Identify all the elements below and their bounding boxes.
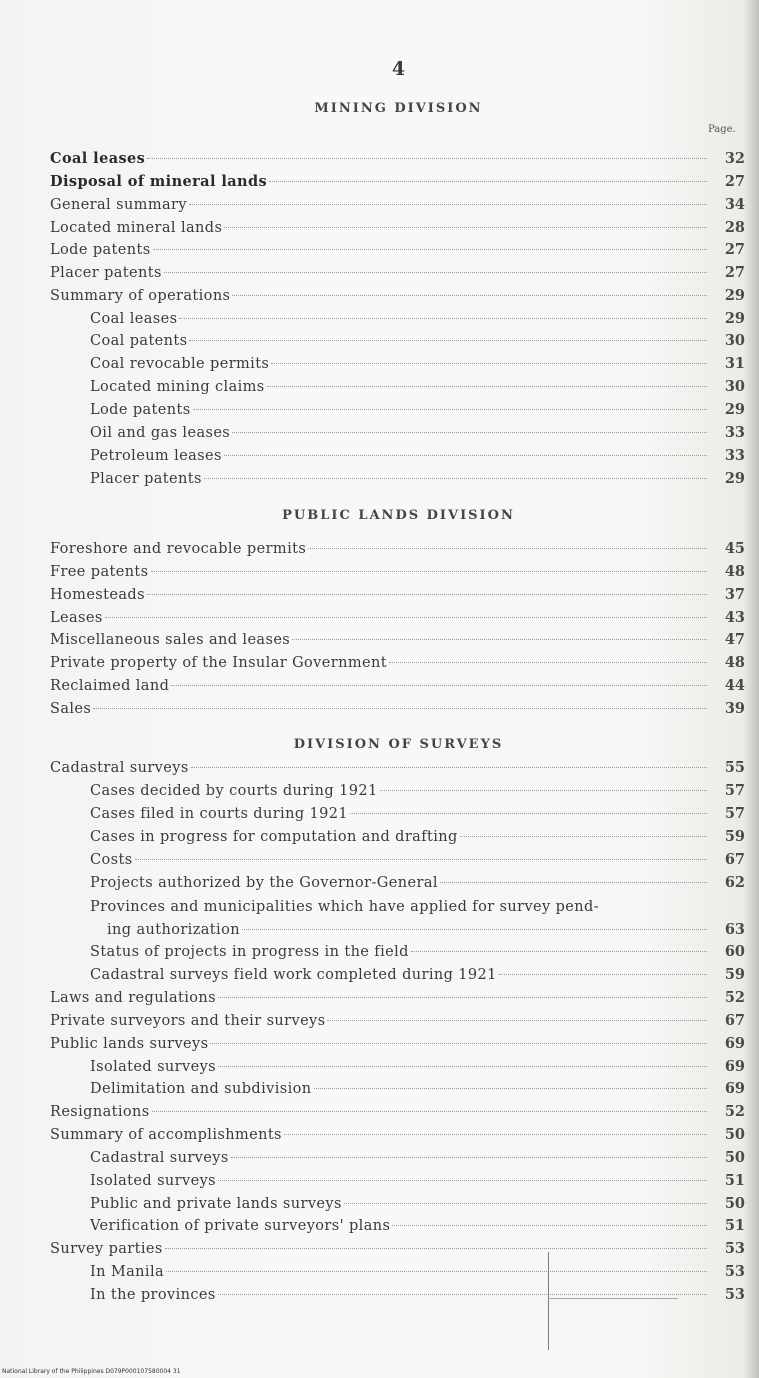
book-spine-shadow <box>743 0 759 1378</box>
dot-leader <box>271 363 707 364</box>
toc-page-number: 47 <box>724 631 745 648</box>
toc-page-number: 51 <box>724 1172 745 1189</box>
toc-page-number: 51 <box>724 1217 745 1234</box>
toc-entry <box>50 195 745 215</box>
toc-page-number: 43 <box>724 609 745 626</box>
toc-entry-label: Coal patents <box>90 333 188 349</box>
toc-entry <box>50 1194 745 1214</box>
toc-entry <box>50 172 745 192</box>
toc-page-number: 29 <box>724 470 745 487</box>
toc-entry-label: Disposal of mineral lands <box>50 173 268 190</box>
toc-entry <box>50 1125 745 1145</box>
toc-entry-label: Costs <box>90 852 133 868</box>
toc-page-number: 29 <box>724 310 745 327</box>
toc-page-number: 63 <box>724 921 745 938</box>
section-heading-public-lands: PUBLIC LANDS DIVISION <box>282 508 515 523</box>
dot-leader <box>218 1180 707 1181</box>
dot-leader <box>344 1203 707 1204</box>
dot-leader <box>440 882 707 883</box>
toc-page-number: 50 <box>724 1195 745 1212</box>
toc-entry <box>50 781 745 801</box>
toc-page-number: 39 <box>724 700 745 717</box>
toc-entry-label: Verification of private surveyors' plans <box>90 1218 391 1234</box>
toc-entry <box>50 446 745 466</box>
toc-page-number: 27 <box>724 173 745 190</box>
toc-entry <box>50 1262 745 1282</box>
toc-page-number: 44 <box>724 677 745 694</box>
toc-entry-label: Lode patents <box>90 402 191 418</box>
toc-entry-label: Foreshore and revocable permits <box>50 541 307 557</box>
toc-page-number: 50 <box>724 1126 745 1143</box>
toc-page-number: 34 <box>724 196 745 213</box>
dot-leader <box>218 1066 707 1067</box>
toc-entry-label: Lode patents <box>50 242 151 258</box>
toc-entry-label: Summary of accomplishments <box>50 1127 282 1143</box>
toc-page-number: 52 <box>724 989 745 1006</box>
toc-entry <box>50 1079 745 1099</box>
toc-entry <box>50 1148 745 1168</box>
toc-entry <box>50 1285 745 1305</box>
toc-entry <box>50 942 745 962</box>
toc-page-number: 29 <box>724 401 745 418</box>
toc-entry-label: Cadastral surveys <box>90 1150 229 1166</box>
toc-entry-label: Coal leases <box>50 150 146 167</box>
toc-entry <box>50 988 745 1008</box>
toc-entry-label: Reclaimed land <box>50 678 170 694</box>
toc-page-number: 28 <box>724 219 745 236</box>
toc-entry <box>50 1011 745 1031</box>
toc-entry <box>50 149 745 169</box>
dot-leader <box>191 767 707 768</box>
toc-entry <box>50 331 745 351</box>
toc-entry <box>50 585 745 605</box>
toc-entry-label: Oil and gas leases <box>90 425 231 441</box>
section-heading-surveys: DIVISION OF SURVEYS <box>293 737 504 752</box>
toc-page-number: 27 <box>724 264 745 281</box>
toc-entry-label: In the provinces <box>90 1287 216 1303</box>
toc-page-number: 59 <box>724 966 745 983</box>
toc-entry-label: Miscellaneous sales and leases <box>50 632 291 648</box>
toc-entry-label: Cases filed in courts during 1921 <box>90 806 349 822</box>
dot-leader <box>147 158 707 159</box>
toc-page-number: 30 <box>724 378 745 395</box>
toc-entry-label: Cadastral surveys <box>50 760 189 776</box>
toc-entry-label: Free patents <box>50 564 149 580</box>
toc-entry-label: General summary <box>50 197 187 213</box>
toc-entry <box>50 240 745 260</box>
toc-entry <box>50 804 745 824</box>
toc-entry <box>50 1034 745 1054</box>
page-number: 4 <box>391 58 406 80</box>
dot-leader <box>193 409 707 410</box>
toc-entry <box>50 286 745 306</box>
dot-leader <box>93 708 707 709</box>
toc-entry <box>50 377 745 397</box>
toc-entry-label-wrapped: Provinces and municipalities which have applied for survey pend- <box>90 899 600 915</box>
toc-entry-label: Isolated surveys <box>90 1059 216 1075</box>
toc-entry <box>50 758 745 778</box>
toc-entry-label: Placer patents <box>50 265 162 281</box>
toc-page-number: 69 <box>724 1035 745 1052</box>
dot-leader <box>153 249 707 250</box>
toc-entry-label: Cases decided by courts during 1921 <box>90 783 378 799</box>
dot-leader <box>380 790 707 791</box>
toc-entry <box>50 1102 745 1122</box>
dot-leader <box>151 571 707 572</box>
toc-page-number: 31 <box>724 355 745 372</box>
toc-page-number: 69 <box>724 1080 745 1097</box>
dot-leader <box>392 1225 707 1226</box>
dot-leader <box>327 1020 707 1021</box>
dot-leader <box>284 1134 707 1135</box>
toc-entry <box>50 920 745 940</box>
toc-entry-label: Projects authorized by the Governor-General <box>90 875 438 891</box>
toc-entry-label: Sales <box>50 701 92 717</box>
toc-entry-label: Petroleum leases <box>90 448 222 464</box>
toc-entry <box>50 676 745 696</box>
toc-page-number: 59 <box>724 828 745 845</box>
scan-footer: National Library of the Philippines D079P000107580004 31 <box>2 1368 181 1375</box>
toc-entry <box>50 354 745 374</box>
dot-leader <box>411 951 707 952</box>
toc-entry <box>50 263 745 283</box>
toc-entry-label: Laws and regulations <box>50 990 216 1006</box>
dot-leader <box>389 662 707 663</box>
toc-entry-label: ing authorization <box>107 922 240 938</box>
toc-entry-label: Status of projects in progress in the field <box>90 944 409 960</box>
dot-leader <box>267 386 707 387</box>
toc-page-number: 62 <box>724 874 745 891</box>
dot-leader <box>350 813 707 814</box>
dot-leader <box>164 272 707 273</box>
dot-leader <box>204 478 707 479</box>
dot-leader <box>242 929 707 930</box>
dot-leader <box>231 1157 707 1158</box>
toc-entry-label: Leases <box>50 610 103 626</box>
toc-entry-label: Placer patents <box>90 471 202 487</box>
toc-entry-label: Private surveyors and their surveys <box>50 1013 326 1029</box>
toc-entry <box>50 469 745 489</box>
toc-page-number: 45 <box>724 540 745 557</box>
toc-page-number: 27 <box>724 241 745 258</box>
toc-entry-label: Cadastral surveys field work completed during 1921 <box>90 967 497 983</box>
scan-line-artifact <box>548 1252 549 1350</box>
dot-leader <box>232 295 707 296</box>
dot-leader <box>232 432 707 433</box>
toc-entry-label: Homesteads <box>50 587 145 603</box>
toc-page-number: 50 <box>724 1149 745 1166</box>
toc-page-number: 53 <box>724 1240 745 1257</box>
toc-entry <box>50 827 745 847</box>
toc-entry <box>50 850 745 870</box>
dot-leader <box>135 859 707 860</box>
toc-page-number: 48 <box>724 563 745 580</box>
toc-entry-label: Summary of operations <box>50 288 231 304</box>
toc-entry-label: Cases in progress for computation and drafting <box>90 829 458 845</box>
toc-page-number: 67 <box>724 851 745 868</box>
toc-entry-label: Public and private lands surveys <box>90 1196 342 1212</box>
toc-page-number: 48 <box>724 654 745 671</box>
dot-leader <box>224 227 707 228</box>
dot-leader <box>292 639 707 640</box>
toc-page-number: 30 <box>724 332 745 349</box>
dot-leader <box>314 1088 707 1089</box>
dot-leader <box>218 997 707 998</box>
toc-entry <box>50 1171 745 1191</box>
dot-leader <box>499 974 707 975</box>
toc-entry-label: Resignations <box>50 1104 150 1120</box>
scan-line-artifact <box>548 1298 678 1299</box>
dot-leader <box>147 594 707 595</box>
dot-leader <box>189 340 707 341</box>
toc-page-number: 52 <box>724 1103 745 1120</box>
toc-entry-label: Isolated surveys <box>90 1173 216 1189</box>
toc-page-number: 67 <box>724 1012 745 1029</box>
dot-leader <box>166 1271 707 1272</box>
toc-entry <box>50 873 745 893</box>
dot-leader <box>165 1248 707 1249</box>
toc-entry <box>50 653 745 673</box>
dot-leader <box>308 548 707 549</box>
toc-entry <box>50 400 745 420</box>
page-column-label: Page. <box>708 124 736 135</box>
dot-leader <box>171 685 707 686</box>
toc-page-number: 33 <box>724 424 745 441</box>
dot-leader <box>152 1111 707 1112</box>
toc-entry <box>50 699 745 719</box>
toc-page-number: 57 <box>724 782 745 799</box>
toc-page-number: 53 <box>724 1286 745 1303</box>
toc-entry <box>50 608 745 628</box>
dot-leader <box>189 204 707 205</box>
dot-leader <box>269 181 707 182</box>
toc-entry-label: Coal leases <box>90 311 178 327</box>
toc-page-number: 57 <box>724 805 745 822</box>
section-heading-mining: MINING DIVISION <box>314 101 483 116</box>
toc-page-number: 29 <box>724 287 745 304</box>
toc-entry <box>50 539 745 559</box>
toc-entry <box>50 965 745 985</box>
toc-page-number: 53 <box>724 1263 745 1280</box>
toc-entry <box>50 562 745 582</box>
dot-leader <box>218 1294 707 1295</box>
toc-entry <box>50 1057 745 1077</box>
toc-entry <box>50 1239 745 1259</box>
dot-leader <box>224 455 707 456</box>
toc-entry <box>50 218 745 238</box>
toc-entry-label: Located mineral lands <box>50 220 223 236</box>
toc-page-number: 60 <box>724 943 745 960</box>
toc-entry-label: Delimitation and subdivision <box>90 1081 312 1097</box>
toc-entry <box>50 1216 745 1236</box>
toc-page-number: 69 <box>724 1058 745 1075</box>
toc-entry <box>50 309 745 329</box>
toc-entry-label: Public lands surveys <box>50 1036 209 1052</box>
dot-leader <box>460 836 707 837</box>
toc-entry <box>50 423 745 443</box>
dot-leader <box>210 1043 707 1044</box>
toc-entry <box>50 630 745 650</box>
toc-entry-label: Private property of the Insular Government <box>50 655 387 671</box>
toc-entry-label: Coal revocable permits <box>90 356 270 372</box>
toc-entry-label: In Manila <box>90 1264 165 1280</box>
toc-page-number: 55 <box>724 759 745 776</box>
toc-page-number: 32 <box>724 150 745 167</box>
toc-page-number: 33 <box>724 447 745 464</box>
toc-entry-label: Located mining claims <box>90 379 265 395</box>
dot-leader <box>105 617 707 618</box>
toc-page-number: 37 <box>724 586 745 603</box>
dot-leader <box>179 318 707 319</box>
toc-entry-label: Survey parties <box>50 1241 163 1257</box>
